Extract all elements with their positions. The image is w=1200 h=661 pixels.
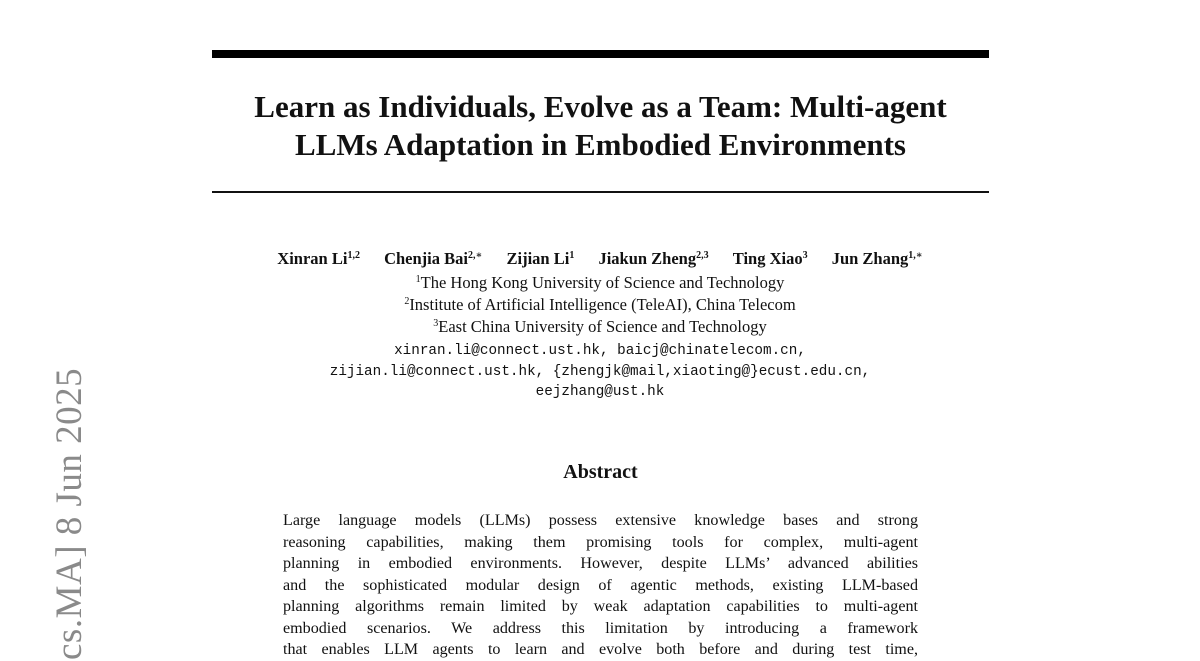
author (277, 248, 360, 270)
paper-title (212, 88, 989, 164)
email-line: eejzhang@ust.hk (535, 384, 665, 400)
abstract-line: planning algorithms remain limited by weak adaptation capabilities to multi-agent (283, 598, 918, 615)
author (832, 248, 923, 270)
abstract-line: that enables LLM agents to learn and evolve both before and during test time, (283, 641, 918, 658)
abstract-line: embodied scenarios. We address this limitation by introducing a framework (283, 619, 918, 637)
title-line: Learn as Individuals, Evolve as a Team: Multi-agent (254, 89, 947, 124)
author-name: Ting Xiao (732, 249, 803, 268)
author (507, 248, 575, 270)
email-line: zijian.li@connect.ust.hk, {zhengjk@mail,xiaoting@}ecust.edu.cn, (329, 363, 871, 380)
author (384, 248, 482, 270)
affiliation-mark: 3 (433, 318, 439, 329)
author-affil-mark: 1,∗ (908, 250, 923, 261)
affiliation (200, 272, 1000, 294)
author-name: Jiakun Zheng (598, 249, 697, 268)
affiliation-mark: 2 (404, 296, 410, 307)
affiliation-text: East China University of Science and Technology (438, 317, 767, 336)
author-name: Zijian Li (506, 249, 570, 268)
title-line: LLMs Adaptation in Embodied Environments (295, 127, 906, 162)
abstract-line: reasoning capabilities, making them promising tools for complex, multi-agent (283, 533, 918, 551)
affiliation-text: Institute of Artificial Intelligence (TeleAI), China Telecom (409, 295, 796, 314)
arxiv-stamp: cs.MA] 8 Jun 2025 (49, 367, 90, 660)
top-rule (212, 50, 989, 58)
abstract-line: planning in embodied environments. However, despite LLMs’ advanced abilities (283, 555, 918, 572)
abstract-line: and the sophisticated modular design of agentic methods, existing LLM-based (283, 576, 918, 594)
author (733, 248, 808, 270)
abstract-body (283, 510, 918, 661)
author-name: Xinran Li (277, 249, 348, 268)
affiliation (200, 294, 1000, 316)
author-affil-mark: 2,3 (696, 250, 709, 261)
author (598, 248, 708, 270)
email-list (200, 341, 1000, 403)
abstract-heading: Abstract (563, 461, 638, 483)
affiliation-text: The Hong Kong University of Science and Technology (420, 273, 785, 292)
title-rule (212, 191, 989, 193)
author-affil-mark: 1,2 (347, 250, 360, 261)
author-list (200, 248, 1000, 270)
author-affil-mark: 3 (802, 250, 808, 261)
abstract-line: Large language models (LLMs) possess extensive knowledge bases and strong (283, 512, 918, 529)
affiliation (200, 316, 1000, 338)
author-name: Chenjia Bai (384, 249, 468, 268)
author-affil-mark: 1 (569, 250, 575, 261)
author-affil-mark: 2,∗ (467, 250, 483, 261)
affiliation-mark: 1 (415, 274, 421, 285)
email-line: xinran.li@connect.ust.hk, baicj@chinatelecom.cn, (394, 343, 806, 359)
author-name: Jun Zhang (831, 249, 909, 268)
affiliation-list (200, 272, 1000, 338)
